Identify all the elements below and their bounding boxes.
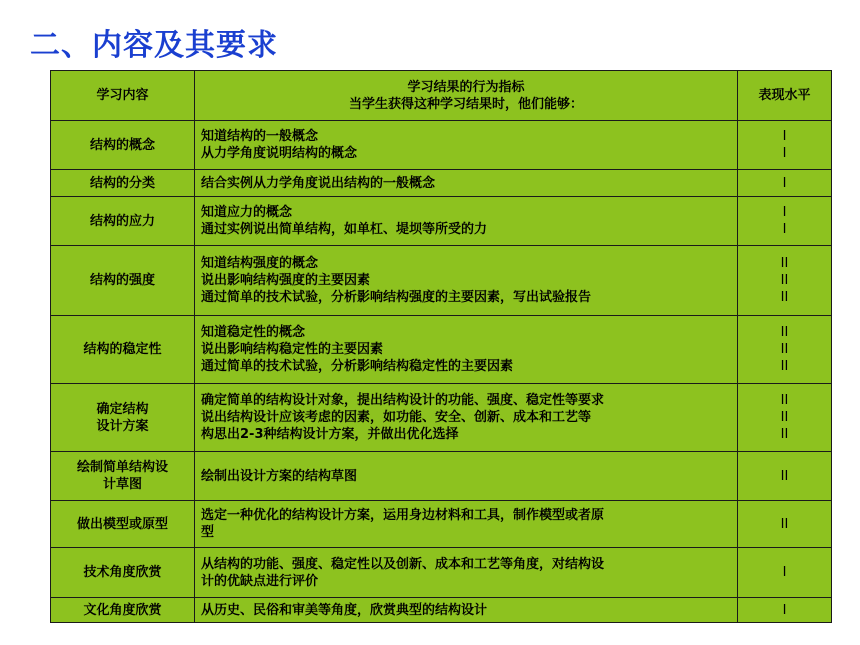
topic-cell <box>51 452 195 501</box>
level-value: II <box>780 325 789 340</box>
topic-cell: 文化角度欣赏 <box>51 598 195 623</box>
behavior-line: 说出结构设计应该考虑的因素，如功能、安全、创新、成本和工艺等 <box>201 410 592 425</box>
topic-cell: 结构的应力 <box>51 197 195 246</box>
behavior-line: 绘制出设计方案的结构草图 <box>201 468 358 484</box>
topic-cell: 结构的概念 <box>51 121 195 170</box>
level-cell <box>738 197 832 246</box>
topic-line: 确定结构 <box>96 401 149 417</box>
header-level: 表现水平 <box>738 71 832 121</box>
table-row <box>51 197 832 246</box>
level-value: II <box>780 359 789 374</box>
topic-cell: 结构的稳定性 <box>51 316 195 384</box>
behavior-line: 从历史、民俗和审美等角度，欣赏典型的结构设计 <box>201 602 488 618</box>
behavior-line: 从力学角度说明结构的概念 <box>201 146 358 161</box>
level-value: I <box>782 175 787 191</box>
behavior-line: 通过简单的技术试验，分析影响结构强度的主要因素，写出试验报告 <box>201 290 592 305</box>
level-cell <box>738 246 832 316</box>
level-value: II <box>780 516 789 532</box>
header-behavior-line2: 当学生获得这种学习结果时，他们能够： <box>348 96 583 112</box>
level-value: II <box>780 273 789 288</box>
header-behavior <box>195 71 738 121</box>
table-row <box>51 501 832 548</box>
level-value: I <box>782 565 787 580</box>
behavior-cell <box>195 197 738 246</box>
behavior-cell <box>195 598 738 623</box>
behavior-line: 从结构的功能、强度、稳定性以及创新、成本和工艺等角度，对结构设 <box>201 556 605 572</box>
behavior-cell <box>195 246 738 316</box>
behavior-cell <box>195 121 738 170</box>
level-cell <box>738 501 832 548</box>
level-value: I <box>782 205 787 220</box>
topic-line: 计草图 <box>102 477 142 492</box>
table-row <box>51 316 832 384</box>
level-cell <box>738 316 832 384</box>
topic-cell: 做出模型或原型 <box>51 501 195 548</box>
level-value: II <box>780 468 789 484</box>
behavior-line: 确定简单的结构设计对象，提出结构设计的功能、强度、稳定性等要求 <box>201 393 605 408</box>
topic-cell: 结构的分类 <box>51 170 195 197</box>
behavior-line: 构思出2-3种结构设计方案，并做出优化选择 <box>201 427 459 442</box>
behavior-line: 说出影响结构稳定性的主要因素 <box>201 342 384 357</box>
behavior-cell <box>195 501 738 548</box>
behavior-cell <box>195 452 738 501</box>
level-cell <box>738 121 832 170</box>
table-row <box>51 452 832 501</box>
level-cell <box>738 452 832 501</box>
topic-line: 设计方案 <box>96 418 149 434</box>
behavior-line: 通过实例说出简单结构，如单杠、堤坝等所受的力 <box>201 222 488 237</box>
level-value: I <box>782 222 787 237</box>
behavior-cell <box>195 170 738 197</box>
level-value: II <box>780 290 789 305</box>
behavior-line: 选定一种优化的结构设计方案，运用身边材料和工具，制作模型或者原 <box>201 508 605 523</box>
topic-line: 绘制简单结构设 <box>76 460 168 475</box>
table-row <box>51 121 832 170</box>
level-value: II <box>780 427 789 442</box>
behavior-line: 知道结构的一般概念 <box>201 129 319 144</box>
table-row <box>51 598 832 623</box>
behavior-line: 知道稳定性的概念 <box>201 325 306 340</box>
behavior-cell <box>195 316 738 384</box>
level-value: I <box>782 129 787 144</box>
behavior-cell <box>195 384 738 452</box>
level-value: I <box>782 602 787 618</box>
behavior-line: 计的优缺点进行评价 <box>201 573 319 589</box>
behavior-line: 知道结构强度的概念 <box>201 256 319 271</box>
table-row <box>51 246 832 316</box>
page-title: 二、内容及其要求 <box>30 28 278 63</box>
level-value: I <box>782 146 787 161</box>
level-value: II <box>780 342 789 357</box>
requirements-table <box>50 70 832 623</box>
level-cell <box>738 548 832 598</box>
topic-cell <box>51 384 195 452</box>
topic-cell: 技术角度欣赏 <box>51 548 195 598</box>
table-row <box>51 548 832 598</box>
behavior-line: 说出影响结构强度的主要因素 <box>201 273 371 288</box>
behavior-line: 知道应力的概念 <box>201 205 293 220</box>
level-value: II <box>780 393 789 408</box>
header-behavior-line1: 学习结果的行为指标 <box>407 79 525 95</box>
topic-cell: 结构的强度 <box>51 246 195 316</box>
level-cell <box>738 170 832 197</box>
level-value: II <box>780 256 789 271</box>
behavior-cell <box>195 548 738 598</box>
behavior-line: 通过简单的技术试验，分析影响结构稳定性的主要因素 <box>201 359 514 374</box>
header-content: 学习内容 <box>51 71 195 121</box>
behavior-line: 结合实例从力学角度说出结构的一般概念 <box>201 175 436 191</box>
table-row <box>51 384 832 452</box>
level-cell <box>738 598 832 623</box>
level-value: II <box>780 410 789 425</box>
table-row <box>51 170 832 197</box>
table-header-row <box>51 71 832 121</box>
behavior-line: 型 <box>201 525 215 540</box>
level-cell <box>738 384 832 452</box>
